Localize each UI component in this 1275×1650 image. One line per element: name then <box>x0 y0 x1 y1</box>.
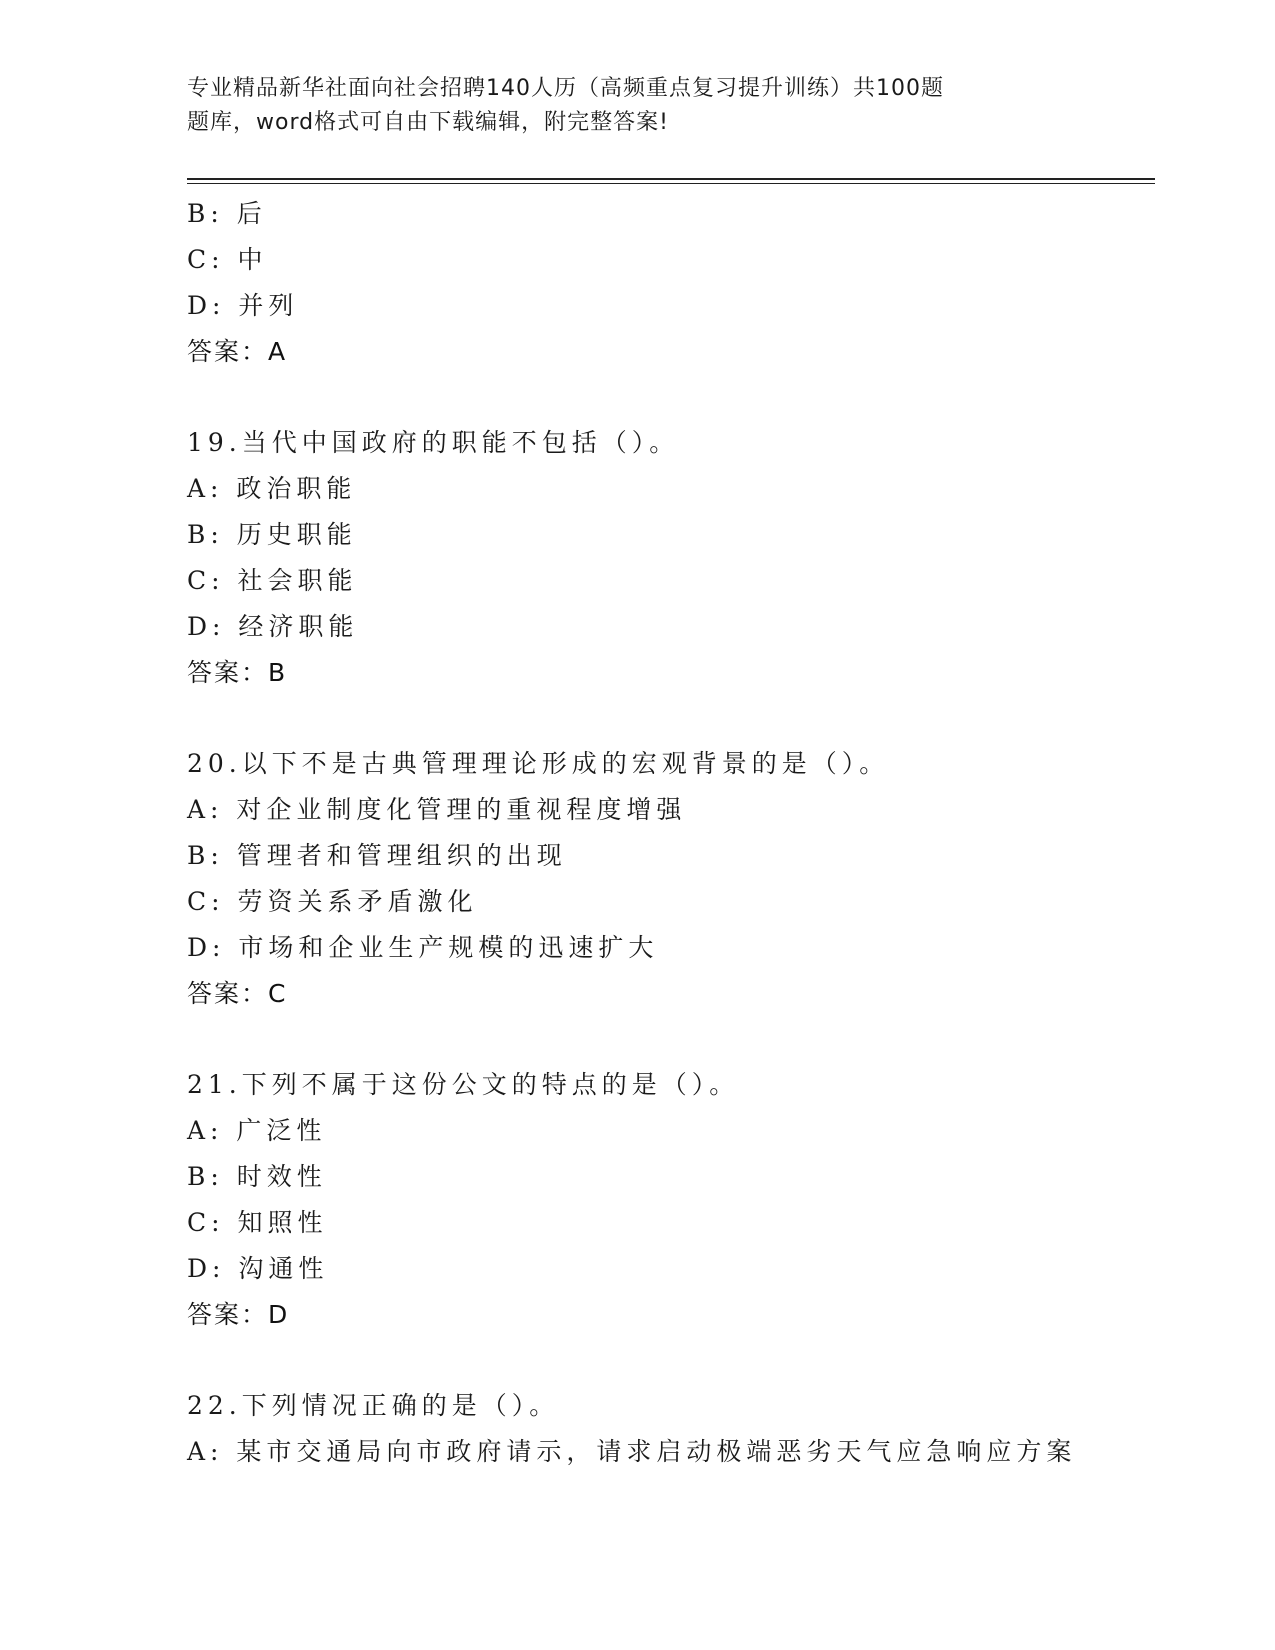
option-d: D: 经济职能 <box>187 612 359 641</box>
answer-line: 答案：B <box>187 658 288 687</box>
document-header <box>187 72 1067 140</box>
spacer <box>187 375 1147 420</box>
spacer <box>187 1338 1147 1383</box>
option-c: C: 知照性 <box>187 1208 328 1237</box>
question-text: 19.当代中国政府的职能不包括（）。 <box>187 428 680 457</box>
option-d: D: 市场和企业生产规模的迅速扩大 <box>187 933 659 962</box>
option-b: B: 管理者和管理组织的出现 <box>187 841 567 870</box>
question-block-21 <box>187 1062 1147 1338</box>
header-title-line-1: 专业精品新华社面向社会招聘140人历（高频重点复习提升训练）共100题 <box>187 76 944 101</box>
question-block-22 <box>187 1383 1147 1475</box>
option-a: A: 某市交通局向市政府请示，请求启动极端恶劣天气应急响应方案 <box>187 1437 1077 1466</box>
option-b: B: 时效性 <box>187 1162 327 1191</box>
option-d: D: 沟通性 <box>187 1254 329 1283</box>
spacer <box>187 696 1147 741</box>
option-d: D: 并列 <box>187 291 299 320</box>
option-b: B: 后 <box>187 199 267 228</box>
option-b: B: 历史职能 <box>187 520 357 549</box>
option-a: A: 政治职能 <box>187 474 357 503</box>
question-text: 21.下列不属于这份公文的特点的是（）。 <box>187 1070 740 1099</box>
question-block-19 <box>187 420 1147 696</box>
question-block-18 <box>187 191 1147 375</box>
question-text: 22.下列情况正确的是（）。 <box>187 1391 560 1420</box>
spacer <box>187 1017 1147 1062</box>
answer-line: 答案：D <box>187 1300 290 1329</box>
answer-line: 答案：A <box>187 337 288 366</box>
option-c: C: 劳资关系矛盾激化 <box>187 887 478 916</box>
question-block-20 <box>187 741 1147 1017</box>
option-a: A: 广泛性 <box>187 1116 327 1145</box>
header-divider-thick <box>187 178 1155 180</box>
question-list <box>187 191 1147 1475</box>
header-divider-thin <box>187 183 1155 184</box>
option-c: C: 社会职能 <box>187 566 358 595</box>
question-text: 20.以下不是古典管理理论形成的宏观背景的是（）。 <box>187 749 890 778</box>
header-title-line-2: 题库，word格式可自由下载编辑，附完整答案! <box>187 110 669 135</box>
answer-line: 答案：C <box>187 979 288 1008</box>
option-a: A: 对企业制度化管理的重视程度增强 <box>187 795 687 824</box>
option-c: C: 中 <box>187 245 268 274</box>
